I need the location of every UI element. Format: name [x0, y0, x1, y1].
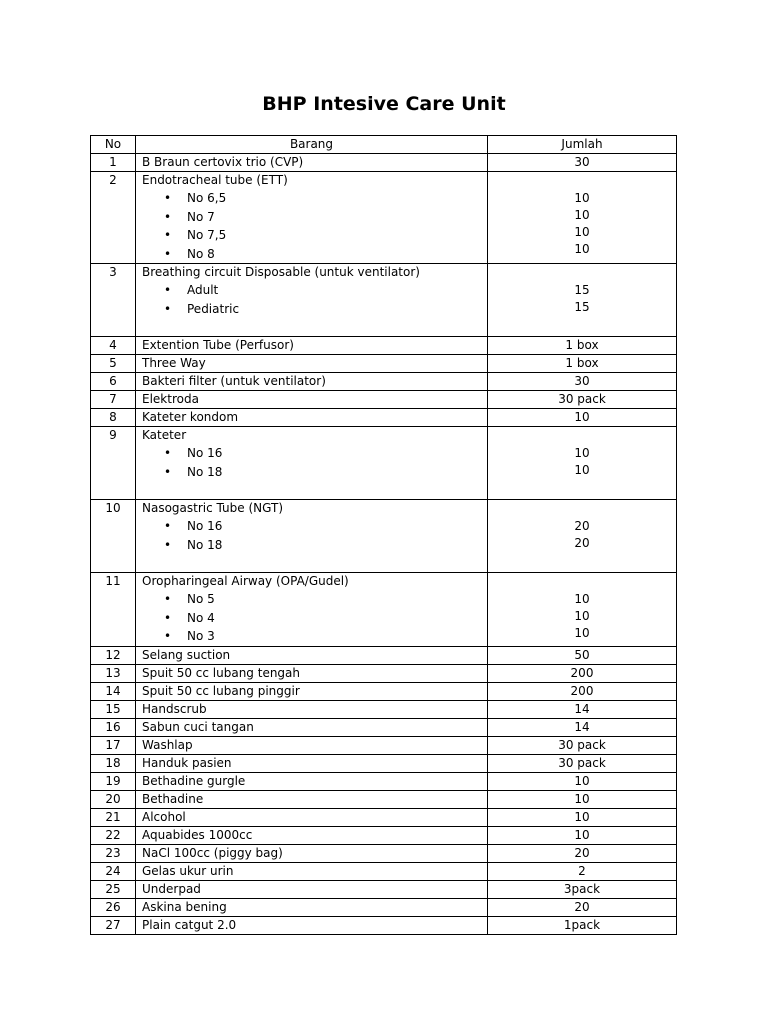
subitem: • No 16: [142, 517, 481, 536]
subitem: • No 5: [142, 590, 481, 609]
subqty: 10: [574, 191, 590, 205]
subitem-list: [142, 590, 481, 646]
table-row: [91, 427, 677, 500]
row-quantity: 10: [488, 808, 677, 826]
subitem: • No 16: [142, 444, 481, 463]
row-quantity: [488, 264, 677, 337]
row-quantity: 1pack: [488, 916, 677, 934]
subqty-list: [494, 445, 670, 479]
subitem: • Pediatric: [142, 300, 481, 319]
row-number: 25: [91, 880, 136, 898]
row-number: 20: [91, 790, 136, 808]
table-row: [91, 898, 677, 916]
row-number: 14: [91, 682, 136, 700]
subqty: 20: [574, 536, 590, 550]
row-number: 11: [91, 573, 136, 647]
row-quantity: 10: [488, 826, 677, 844]
row-quantity: 50: [488, 646, 677, 664]
supply-table: [90, 135, 677, 935]
row-quantity: 20: [488, 844, 677, 862]
header-no: No: [91, 136, 136, 154]
subqty: 10: [574, 242, 590, 256]
table-row: [91, 391, 677, 409]
subitem-list: [142, 281, 481, 318]
row-item: Sabun cuci tangan: [136, 718, 488, 736]
row-number: 24: [91, 862, 136, 880]
subitem-list: [142, 189, 481, 263]
row-item: Elektroda: [136, 391, 488, 409]
row-quantity: 30 pack: [488, 754, 677, 772]
row-number: 4: [91, 337, 136, 355]
row-number: 6: [91, 373, 136, 391]
subqty: 15: [574, 300, 590, 314]
subitem: • No 7,5: [142, 226, 481, 245]
row-number: 16: [91, 718, 136, 736]
row-quantity: 200: [488, 682, 677, 700]
row-item: Handuk pasien: [136, 754, 488, 772]
header-jumlah: Jumlah: [488, 136, 677, 154]
row-quantity: 10: [488, 790, 677, 808]
table-row: [91, 264, 677, 337]
page-title: BHP Intesive Care Unit: [262, 93, 506, 115]
table-row: [91, 844, 677, 862]
row-item: Gelas ukur urin: [136, 862, 488, 880]
subqty: 10: [574, 463, 590, 477]
row-item: Askina bening: [136, 898, 488, 916]
row-quantity: [488, 573, 677, 647]
table-row: [91, 664, 677, 682]
subqty: 10: [574, 446, 590, 460]
row-number: 9: [91, 427, 136, 500]
table-row: [91, 682, 677, 700]
row-quantity: 14: [488, 700, 677, 718]
row-item: Bethadine: [136, 790, 488, 808]
row-quantity: 2: [488, 862, 677, 880]
subqty: 10: [574, 592, 590, 606]
row-quantity: [488, 427, 677, 500]
row-item: Bethadine gurgle: [136, 772, 488, 790]
table-body: [91, 154, 677, 935]
row-item: Spuit 50 cc lubang pinggir: [136, 682, 488, 700]
subitem: • No 18: [142, 536, 481, 555]
row-number: 5: [91, 355, 136, 373]
row-item: B Braun certovix trio (CVP): [136, 154, 488, 172]
subqty-list: [494, 518, 670, 552]
item-name: Kateter: [142, 428, 187, 442]
table-row: [91, 355, 677, 373]
row-item: Three Way: [136, 355, 488, 373]
row-item: NaCl 100cc (piggy bag): [136, 844, 488, 862]
row-quantity: 20: [488, 898, 677, 916]
row-number: 3: [91, 264, 136, 337]
row-number: 19: [91, 772, 136, 790]
subqty-list: [494, 591, 670, 642]
subitem: • No 18: [142, 463, 481, 482]
subqty: 10: [574, 609, 590, 623]
row-item: Aquabides 1000cc: [136, 826, 488, 844]
row-item: Plain catgut 2.0: [136, 916, 488, 934]
row-item: [136, 264, 488, 337]
row-item: Selang suction: [136, 646, 488, 664]
table-row: [91, 754, 677, 772]
table-row: [91, 337, 677, 355]
table-row: [91, 373, 677, 391]
subqty: 10: [574, 208, 590, 222]
table-row: [91, 409, 677, 427]
subitem: • No 3: [142, 627, 481, 646]
subqty-list: [494, 282, 670, 316]
subqty: 10: [574, 225, 590, 239]
table-row: [91, 736, 677, 754]
table-row: [91, 808, 677, 826]
row-quantity: 30: [488, 373, 677, 391]
row-number: 12: [91, 646, 136, 664]
row-item: Washlap: [136, 736, 488, 754]
row-quantity: 200: [488, 664, 677, 682]
table-row: [91, 880, 677, 898]
row-number: 7: [91, 391, 136, 409]
row-number: 8: [91, 409, 136, 427]
table-row: [91, 172, 677, 264]
table-row: [91, 500, 677, 573]
row-number: 26: [91, 898, 136, 916]
row-item: Kateter kondom: [136, 409, 488, 427]
row-quantity: 30 pack: [488, 736, 677, 754]
header-barang: Barang: [136, 136, 488, 154]
row-number: 13: [91, 664, 136, 682]
subitem: • Adult: [142, 281, 481, 300]
row-number: 1: [91, 154, 136, 172]
row-number: 17: [91, 736, 136, 754]
row-number: 2: [91, 172, 136, 264]
table-header-row: [91, 136, 677, 154]
table-row: [91, 718, 677, 736]
item-name: Breathing circuit Disposable (untuk ventilator): [142, 265, 420, 279]
row-item: Handscrub: [136, 700, 488, 718]
row-quantity: 10: [488, 772, 677, 790]
table-row: [91, 916, 677, 934]
row-quantity: [488, 172, 677, 264]
row-number: 18: [91, 754, 136, 772]
row-quantity: 1 box: [488, 355, 677, 373]
row-item: Spuit 50 cc lubang tengah: [136, 664, 488, 682]
row-item: Alcohol: [136, 808, 488, 826]
subqty: 20: [574, 519, 590, 533]
subitem: • No 4: [142, 609, 481, 628]
table-row: [91, 862, 677, 880]
row-number: 22: [91, 826, 136, 844]
item-name: Oropharingeal Airway (OPA/Gudel): [142, 574, 349, 588]
row-number: 10: [91, 500, 136, 573]
table-row: [91, 573, 677, 647]
row-item: Underpad: [136, 880, 488, 898]
row-number: 23: [91, 844, 136, 862]
row-item: [136, 427, 488, 500]
row-quantity: [488, 500, 677, 573]
row-number: 15: [91, 700, 136, 718]
subqty: 10: [574, 626, 590, 640]
row-quantity: 10: [488, 409, 677, 427]
subqty-list: [494, 190, 670, 258]
item-name: Endotracheal tube (ETT): [142, 173, 288, 187]
table-row: [91, 700, 677, 718]
table-row: [91, 646, 677, 664]
subqty: 15: [574, 283, 590, 297]
table-row: [91, 772, 677, 790]
row-number: 27: [91, 916, 136, 934]
table-row: [91, 154, 677, 172]
table-row: [91, 790, 677, 808]
row-item: Extention Tube (Perfusor): [136, 337, 488, 355]
row-item: [136, 172, 488, 264]
subitem-list: [142, 517, 481, 554]
row-item: [136, 573, 488, 647]
item-name: Nasogastric Tube (NGT): [142, 501, 283, 515]
subitem-list: [142, 444, 481, 481]
row-quantity: 30 pack: [488, 391, 677, 409]
row-number: 21: [91, 808, 136, 826]
table-row: [91, 826, 677, 844]
row-item: Bakteri filter (untuk ventilator): [136, 373, 488, 391]
row-quantity: 3pack: [488, 880, 677, 898]
row-quantity: 30: [488, 154, 677, 172]
subitem: • No 8: [142, 245, 481, 264]
row-quantity: 14: [488, 718, 677, 736]
subitem: • No 6,5: [142, 189, 481, 208]
row-quantity: 1 box: [488, 337, 677, 355]
subitem: • No 7: [142, 208, 481, 227]
row-item: [136, 500, 488, 573]
